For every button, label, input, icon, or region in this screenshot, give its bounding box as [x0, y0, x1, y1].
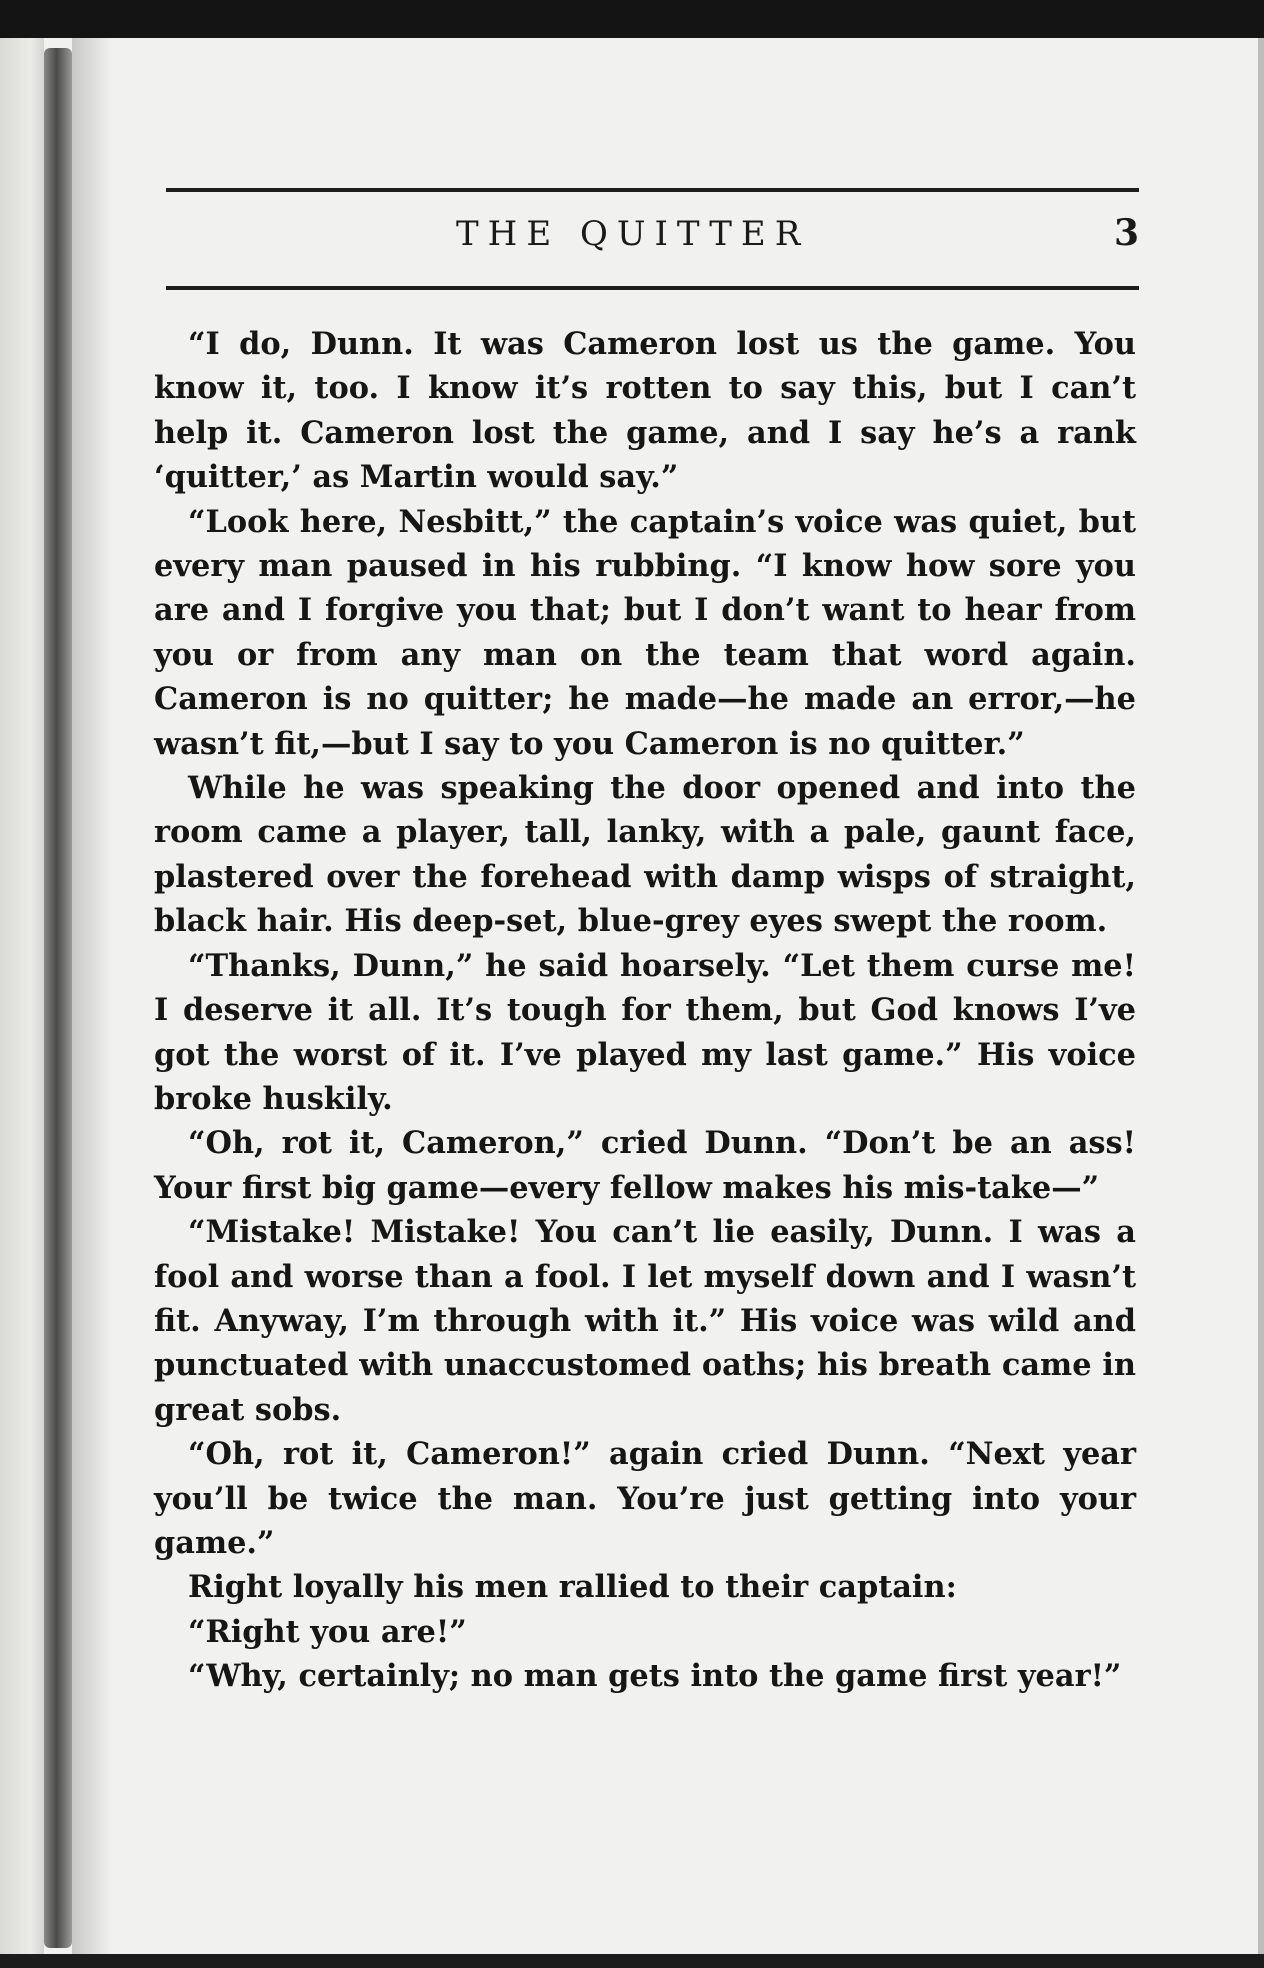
paragraph: “Look here, Nesbitt,” the captain’s voice was quiet, but every man paused in his rubbing. “I know how sore you are and I forgive you that; but I don’t want to hear from you or from any man on the team that word again. Cameron is no quitter; he made—he made an error,—he wasn’t fit,—but I say to you Cameron is no quitter.” [154, 503, 1136, 762]
header-rule-top [166, 188, 1139, 192]
paragraph: “Oh, rot it, Cameron!” again cried Dunn. “Next year you’ll be twice the man. You’re just getting into your game.” [154, 1436, 1136, 1561]
gutter-shadow [72, 38, 112, 1968]
book-spine [44, 48, 72, 1948]
running-head [166, 214, 1139, 264]
scan-bottom-edge [0, 1954, 1264, 1968]
header-rule-bottom [166, 286, 1139, 290]
book-page [0, 38, 1264, 1968]
page-number: 3 [1113, 212, 1139, 254]
page-left-edge [0, 38, 44, 1968]
running-title: THE QUITTER [456, 214, 810, 254]
paragraph: “Mistake! Mistake! You can’t lie easily, Dunn. I was a fool and worse than a fool. I let myself down and I wasn’t fit. Anyway, I’m through with it.” His voice was wild and punctuated with unaccustomed oaths; his breath came in great sobs. [154, 1214, 1136, 1428]
paragraph: “I do, Dunn. It was Cameron lost us the game. You know it, too. I know it’s rotten to say this, but I can’t help it. Cameron lost the game, and I say he’s a rank ‘quitter,’ as Martin would say.” [154, 326, 1136, 496]
paragraph: While he was speaking the door opened and into the room came a player, tall, lanky, with a pale, gaunt face, plastered over the forehead with damp wisps of straight, black hair. His deep-set, blue-grey eyes swept the room. [154, 770, 1136, 940]
page-right-edge [1258, 38, 1264, 1968]
body-text [154, 322, 1136, 1699]
paragraph: “Oh, rot it, Cameron,” cried Dunn. “Don’t be an ass! Your first big game—every fellow makes his mis-take—” [154, 1125, 1136, 1206]
paragraph: “Thanks, Dunn,” he said hoarsely. “Let them curse me! I deserve it all. It’s tough for them, but God knows I’ve got the worst of it. I’ve played my last game.” His voice broke huskily. [154, 947, 1136, 1117]
paragraph: “Why, certainly; no man gets into the game first year!” [188, 1658, 1122, 1695]
paragraph: Right loyally his men rallied to their captain: [188, 1569, 957, 1606]
paragraph: “Right you are!” [188, 1613, 467, 1650]
